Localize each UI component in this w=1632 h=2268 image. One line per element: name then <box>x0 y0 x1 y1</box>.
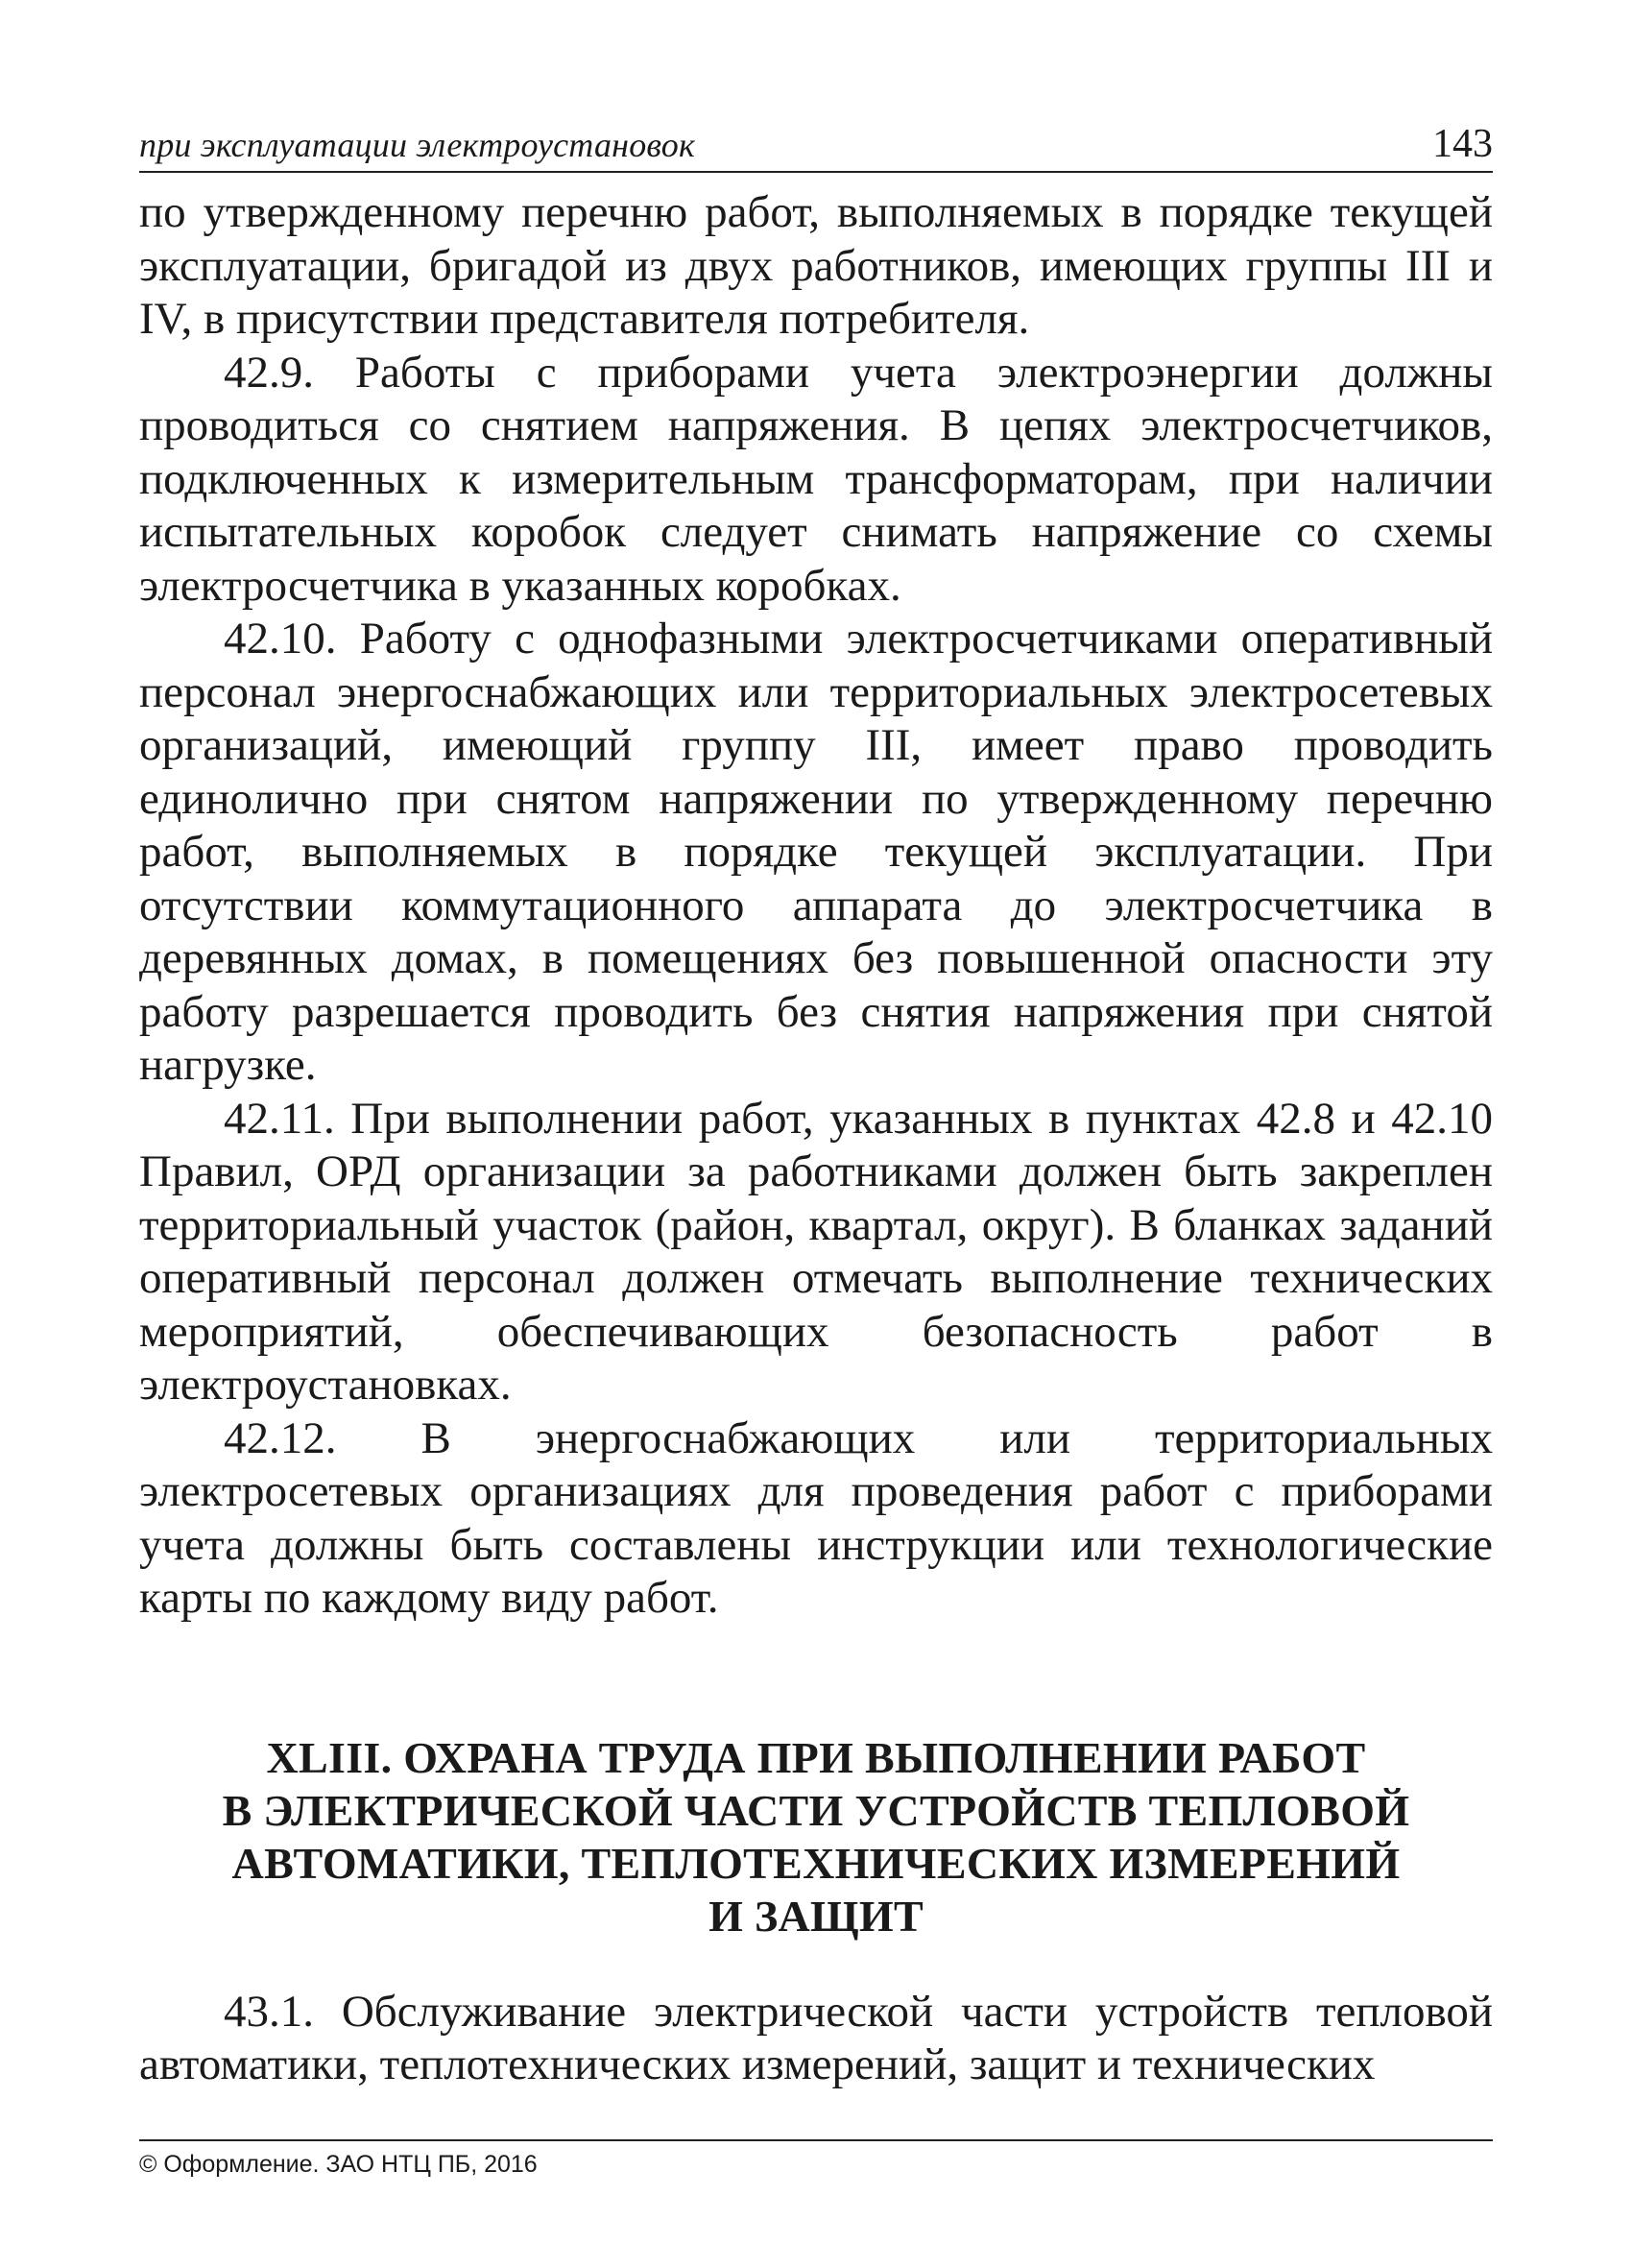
paragraph-42-10: 42.10. Работу с однофазными электросчетчиками оперативный персонал энергоснабжающих или территориальных электросетевых организаций, имеющий группу III, имеет право проводить единолично при снятом напряжении по утвержденному перечню работ, выполняемых в порядке текущей эксплуатации. При отсутствии коммутационного аппарата до электросчетчика в деревянных домах, в помещениях без повышенной опасности эту работу разрешается проводить без снятия напряжения при снятой нагрузке. <box>139 614 1493 1090</box>
section-heading <box>139 1731 1493 1942</box>
section-heading-line: АВТОМАТИКИ, ТЕПЛОТЕХНИЧЕСКИХ ИЗМЕРЕНИЙ <box>231 1838 1401 1888</box>
paragraph-43-1: 43.1. Обслуживание электрической части устройств тепловой автоматики, теплотехнических измерений, защит и технических <box>139 1986 1493 2089</box>
body-text-section-43 <box>139 1986 1493 2092</box>
section-heading-line: И ЗАЩИТ <box>708 1891 924 1941</box>
running-header <box>139 115 1493 173</box>
document-page <box>139 115 1493 2092</box>
body-text <box>139 186 1493 1626</box>
page-footer <box>139 2139 1493 2179</box>
running-title: при эксплуатации электроустановок <box>139 126 695 164</box>
paragraph-continuation: по утвержденному перечню работ, выполняемых в порядке текущей эксплуатации, бригадой из двух работников, имеющих группы III и IV, в присутствии представителя потребителя. <box>139 187 1493 344</box>
section-heading-line: В ЭЛЕКТРИЧЕСКОЙ ЧАСТИ УСТРОЙСТВ ТЕПЛОВОЙ <box>222 1785 1410 1835</box>
copyright-notice: © Оформление. ЗАО НТЦ ПБ, 2016 <box>139 2151 538 2178</box>
section-heading-line: XLIII. ОХРАНА ТРУДА ПРИ ВЫПОЛНЕНИИ РАБОТ <box>266 1732 1366 1782</box>
page-number: 143 <box>1432 122 1493 166</box>
paragraph-42-12: 42.12. В энергоснабжающих или территориальных электросетевых организациях для проведения работ с приборами учета должны быть составлены инструкции или технологические карты по каждому виду работ. <box>139 1412 1493 1623</box>
paragraph-42-9: 42.9. Работы с приборами учета электроэнергии должны проводиться со снятием напряжения. В цепях электросчетчиков, подключенных к измерительным трансформаторам, при наличии испытательных коробок следует снимать напряжение со схемы электросчетчика в указанных коробках. <box>139 347 1493 611</box>
paragraph-42-11: 42.11. При выполнении работ, указанных в пунктах 42.8 и 42.10 Правил, ОРД организации за работниками должен быть закреплен территориальный участок (район, квартал, округ). В бланках заданий оперативный персонал должен отмечать выполнение технических мероприятий, обеспечивающих безопасность работ в электроустановках. <box>139 1093 1493 1410</box>
